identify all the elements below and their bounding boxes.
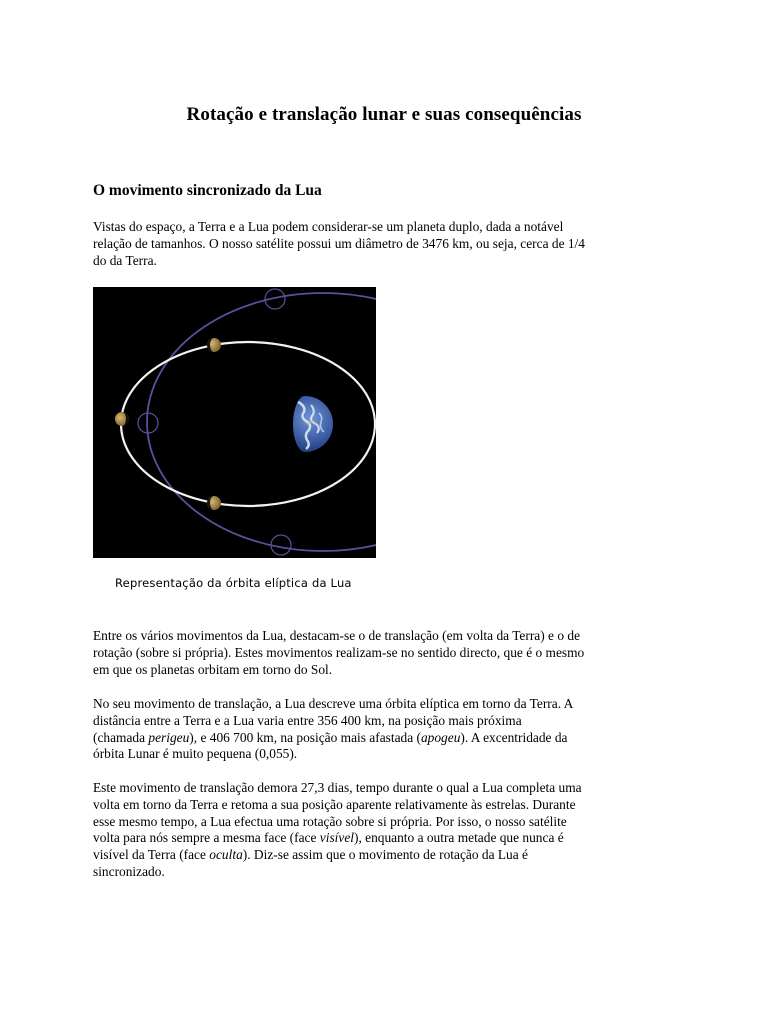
text-run: ), e 406 700 km, na posição mais afastada (	[189, 729, 421, 745]
figure-background	[93, 287, 376, 558]
text-run: No seu movimento de translação, a Lua descreve uma órbita elíptica em torno da Terra. A	[93, 696, 574, 711]
text-run: (chamada	[93, 729, 149, 745]
text-line	[93, 713, 675, 730]
section-heading: O movimento sincronizado da Lua	[93, 182, 322, 199]
text-run: órbita Lunar é muito pequena (0,055).	[93, 746, 298, 762]
text-run: ). Diz-se assim que o movimento de rotação da Lua é	[242, 847, 528, 863]
text-line	[93, 236, 675, 253]
text-run: do da Terra.	[93, 252, 157, 268]
text-run: volta em torno da Terra e retoma a sua posição aparente relativamente às estrelas. Durante	[93, 796, 576, 812]
text-run: esse mesmo tempo, a Lua efectua uma rotação sobre si própria. Por isso, o nosso satélite	[93, 813, 567, 829]
paragraph	[93, 780, 675, 881]
text-run: volta para nós sempre a mesma face (face	[93, 830, 320, 846]
text-run: distância entre a Terra e a Lua varia entre 356 400 km, na posição mais próxima	[93, 712, 522, 728]
text-line	[93, 219, 675, 236]
text-line	[93, 628, 675, 645]
italic-term: visível	[319, 830, 354, 846]
text-run: visível da Terra (face	[93, 847, 210, 863]
text-line	[93, 847, 675, 864]
figure-caption: Representação da órbita elíptica da Lua	[115, 576, 352, 590]
text-run: Entre os vários movimentos da Lua, destacam-se o de translação (em volta da Terra) e o de	[93, 628, 581, 643]
text-line	[93, 730, 675, 747]
text-run: ). A excentridade da	[460, 729, 568, 745]
text-run: Vistas do espaço, a Terra e a Lua podem considerar-se um planeta duplo, dada a notável	[93, 219, 564, 234]
text-line	[93, 253, 675, 270]
document-title: Rotação e translação lunar e suas consequências	[186, 104, 582, 125]
text-run: ), enquanto a outra metade que nunca é	[353, 830, 564, 846]
text-line	[93, 696, 675, 713]
text-line	[93, 645, 675, 662]
earth	[277, 396, 333, 452]
text-run: em que os planetas orbitam em torno do Sol.	[93, 661, 333, 677]
text-line	[93, 746, 675, 763]
text-line	[93, 662, 675, 679]
moon-top	[207, 338, 221, 352]
text-run: Este movimento de translação demora 27,3 dias, tempo durante o qual a Lua completa uma	[93, 780, 582, 795]
italic-term: oculta	[209, 847, 243, 863]
text-line	[93, 830, 675, 847]
moon-bottom	[207, 496, 221, 510]
text-line	[93, 814, 675, 831]
paragraph	[93, 628, 675, 678]
orbit-diagram	[93, 287, 376, 558]
lunar-orbit-figure	[93, 287, 376, 558]
italic-term: perigeu	[148, 729, 190, 745]
text-line	[93, 780, 675, 797]
text-run: sincronizado.	[93, 863, 165, 879]
text-run: relação de tamanhos. O nosso satélite possui um diâmetro de 3476 km, ou seja, cerca de 1/4	[93, 235, 585, 251]
moon-left	[115, 412, 129, 426]
text-run: rotação (sobre si própria). Estes movimentos realizam-se no sentido directo, que é o mesmo	[93, 644, 585, 660]
italic-term: apogeu	[420, 729, 461, 745]
paragraph	[93, 219, 675, 269]
text-line	[93, 797, 675, 814]
paragraph	[93, 696, 675, 763]
text-line	[93, 864, 675, 881]
